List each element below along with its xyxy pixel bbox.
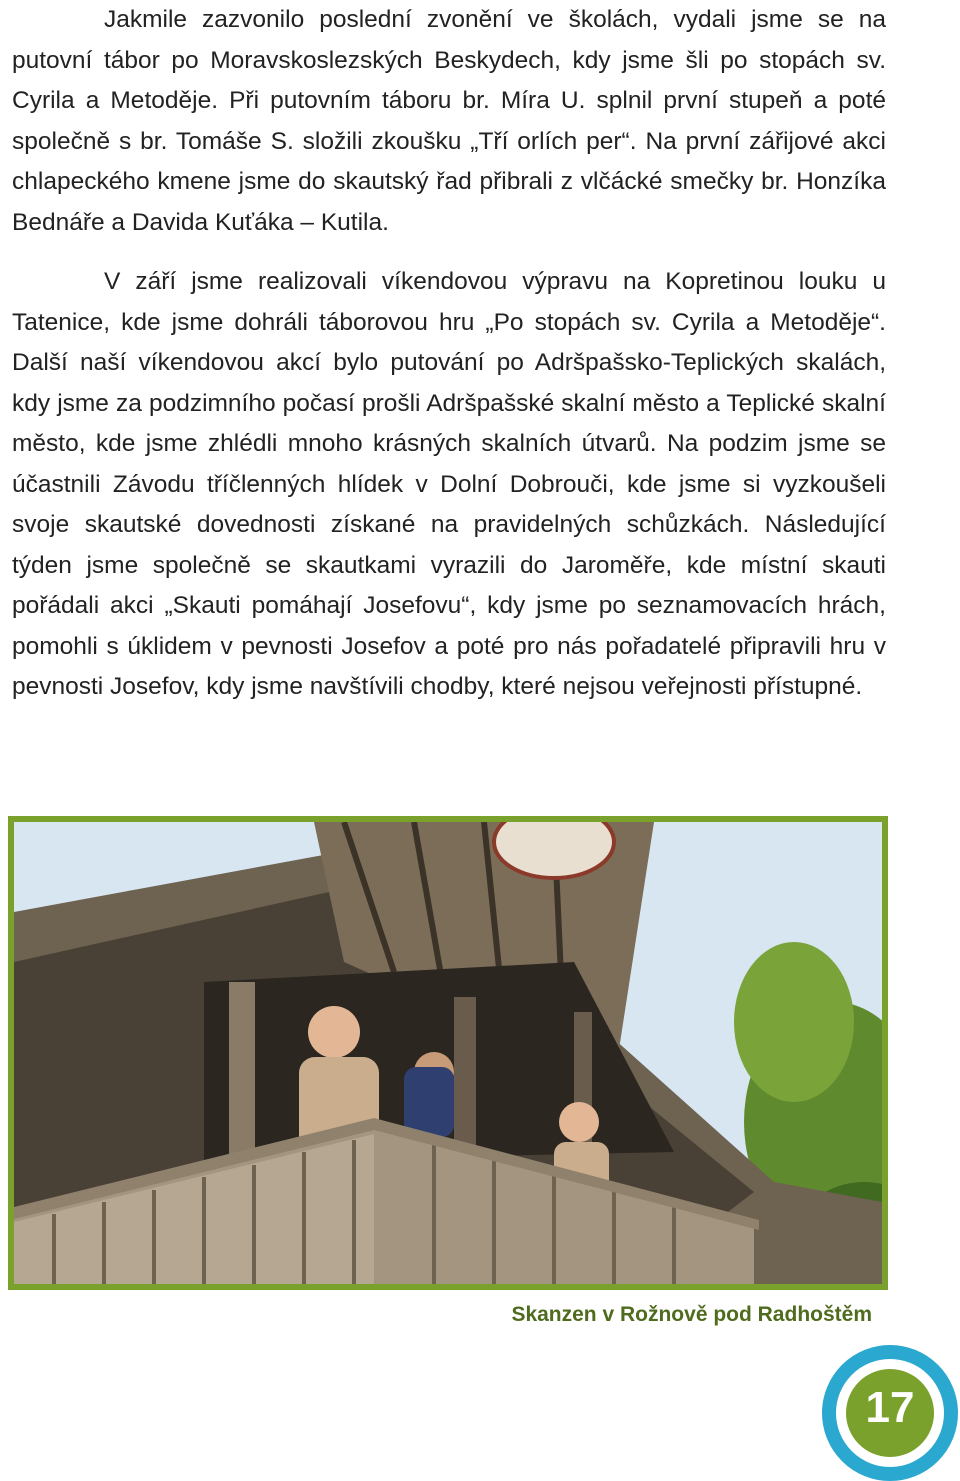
page-number-circle	[846, 1369, 934, 1457]
page-number: 17	[865, 1383, 915, 1432]
photo-skanzen	[8, 816, 888, 1290]
paragraph-1: Jakmile zazvonilo poslední zvonění ve školách, vydali jsme se na putovní tábor po Moravskoslezských Beskydech, kdy jsme šli po stopách sv. Cyrila a Metoděje. Při putovním táboru br. Míra U. splnil první stupeň a poté společně s br. Tomáše S. složili zkoušku „Tří orlích per“. Na první zářijové akci chlapeckého kmene jsme do skautský řad přibrali z vlčácké smečky br. Honzíka Bednáře a Davida Kuťáka – Kutila.	[12, 6, 886, 236]
article-text	[12, 0, 886, 243]
wooden-house-illustration	[14, 822, 882, 1284]
paragraph-2: V září jsme realizovali víkendovou výpravu na Kopretinou louku u Tatenice, kde jsme dohráli táborovou hru „Po stopách sv. Cyrila a Metoděje“. Další naší víkendovou akcí bylo putování po Adršpašsko-Teplických skalách, kdy jsme za podzimního počasí prošli Adršpašské skalní město a Teplické skalní město, kde jsme zhlédli mnoho krásných skalních útvarů. Na podzim jsme se účastnili Závodu tříčlenných hlídek v Dolní Dobrouči, kde jsme si vyzkoušeli svoje skautské dovednosti získané na pravidelných schůzkách. Následující týden jsme společně se skautkami vyrazili do Jaroměře, kde místní skauti pořádali akci „Skauti pomáhají Josefovu“, kdy jsme po seznamovacích hrách, pomohli s úklidem v pevnosti Josefov a poté pro nás pořadatelé připravili hru v pevnosti Josefov, kdy jsme navštívili chodby, které nejsou veřejnosti přístupné.	[12, 268, 886, 700]
article-text-2	[12, 262, 886, 708]
page-number-badge	[822, 1345, 958, 1481]
photo-caption: Skanzen v Rožnově pod Radhoštěm	[511, 1303, 872, 1326]
